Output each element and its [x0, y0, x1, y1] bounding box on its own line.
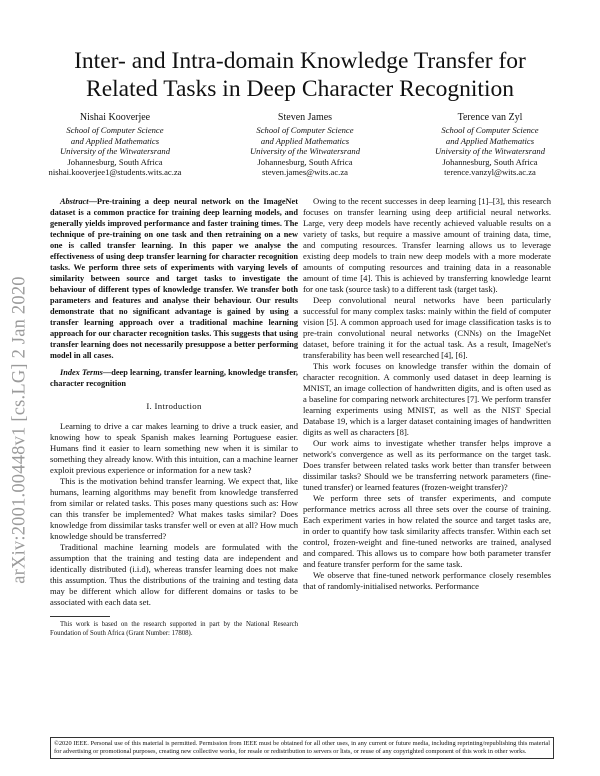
author-2 — [210, 112, 400, 178]
index-terms — [50, 367, 298, 389]
left-column — [50, 196, 298, 638]
author-school: School of Computer Science — [441, 125, 539, 135]
paragraph: We perform three sets of transfer experiments, and compute performance metrics across all three sets over the course of training. Each experiment varies in how related the source and target tasks are, in order to quantify how task similarity affects transfer. Within each set control, frozen-weight and fine-tuned networks are trained, analysed and compared. This allows us to compare how both parameter transfer and feature transfer perform for the same task. — [303, 493, 551, 569]
paragraph: Learning to drive a car makes learning to drive a truck easier, and knowing how to speak Spanish makes learning Portuguese easier. Humans find it easier to learn something new when it is similar to something they already know. With this intuition, can a machine learner exploit previous experience or information for a new task? — [50, 421, 298, 475]
author-3 — [395, 112, 585, 178]
paragraph: Our work aims to investigate whether transfer helps improve a network's convergence as well as its performance on the target task. Does transfer between related tasks work better than transfer between dissimilar tasks? Should we be transferring network parameters (fine-tuned transfer) or learned features (frozen-weight transfer)? — [303, 438, 551, 492]
author-university: University of the Witwatersrand — [434, 146, 546, 157]
author-name: Steven James — [277, 112, 333, 123]
copyright-notice: ©2020 IEEE. Personal use of this material is permitted. Permission from IEEE must be obtained for all other uses, in any current or future media, including reprinting/republishing this material for advertising or promotional purposes, creating new collective works, for resale or redistribution to servers or lists, or reuse of any copyrighted component of this work in other works. — [50, 737, 554, 759]
section-heading: I. Introduction — [146, 401, 202, 411]
author-city: Johannesburg, South Africa — [67, 156, 163, 167]
author-city: Johannesburg, South Africa — [442, 156, 538, 167]
paragraph: Traditional machine learning models are formulated with the assumption that the training and testing data are independent and identically distributed (i.i.d), whereas transfer learning does not make this assumption. Thus the distributions of the training and testing data may be different which allow for different domains or tasks to be associated with each data set. — [50, 542, 298, 607]
author-dept: and Applied Mathematics — [260, 135, 350, 146]
paragraph: Owing to the recent successes in deep learning [1]–[3], this research focuses on transfer learning using deep artificial neural networks. Large, very deep models have recently achieved valuable results on a variety of tasks, but require a massive amount of training data, time, and computing resources. Transfer learning allows us to leverage existing deep models to train new deep models with a more moderate amounts of computing resources and training data in a reasonable amount of time [4]. This is achieved by transferring knowledge learnt for one task (source task) to a different task (target task). — [303, 196, 551, 294]
author-email[interactable]: nishai.kooverjee1@students.wits.ac.za — [48, 167, 182, 178]
author-university: University of the Witwatersrand — [249, 146, 361, 157]
abstract-text: —Pre-training a deep neural network on the ImageNet dataset is a common practice for training deep learning models, and generally yields improved performance and faster training times. The technique of pre-training on one task and then retraining on a new one is called transfer learning. In this paper we analyse the effectiveness of using deep transfer learning for character recognition tasks. We perform three sets of experiments with varying levels of similarity between source and target tasks to investigate the behaviour of different types of knowledge transfer. We transfer both parameters and features and analyse their behaviour. Our results demonstrate that no significant advantage is gained by using a transfer learning approach over a traditional machine learning approach for our character recognition tasks. This suggests that using transfer learning does not necessarily presuppose a better performing model in all cases. — [50, 197, 298, 360]
right-column — [303, 196, 551, 592]
paragraph: This is the motivation behind transfer learning. We expect that, like humans, learning algorithms may benefit from knowledge transferred from similar or related tasks. This poses many questions such as: How can this transfer be implemented? What makes tasks similar? Does knowledge from dissimilar tasks transfer well or even at all? How much knowledge should be transferred? — [50, 476, 298, 541]
abstract — [50, 196, 298, 361]
arxiv-stamp — [0, 200, 40, 660]
paragraph: Deep convolutional neural networks have been particularly successful for many complex tasks: mainly within the field of computer vision [5]. A common approach used for image classification tasks is to pre-train convolutional neural networks (CNNs) on the ImageNet dataset, before training it for the actual task. As a result, ImageNet's transferability has been well researched [4], [6]. — [303, 295, 551, 360]
author-school: School of Computer Science — [66, 125, 164, 135]
paragraph: We observe that fine-tuned network performance closely resembles that of randomly-initialised networks. Performance — [303, 570, 551, 591]
paragraph: This work focuses on knowledge transfer within the domain of character recognition. A commonly used dataset in deep learning is MNIST, an image collection of handwritten digits, and is often used as a baseline for comparing network architectures [7]. We perform transfer learning experiments using MNIST, as well as the NIST Special Database 19, which is a larger dataset containing images of handwritten digits as well as characters [8]. — [303, 361, 551, 437]
paper-title: Inter- and Intra-domain Knowledge Transfer for Related Tasks in Deep Character Recognition — [74, 48, 526, 102]
index-terms-label: Index Terms — [60, 368, 103, 377]
author-email[interactable]: terence.vanzyl@wits.ac.za — [444, 167, 536, 178]
author-city: Johannesburg, South Africa — [257, 156, 353, 167]
abstract-label: Abstract — [60, 197, 89, 206]
author-email[interactable]: steven.james@wits.ac.za — [262, 167, 348, 178]
author-university: University of the Witwatersrand — [59, 146, 171, 157]
author-dept: and Applied Mathematics — [445, 135, 535, 146]
author-name: Nishai Kooverjee — [79, 112, 151, 123]
author-name: Terence van Zyl — [457, 112, 523, 123]
footnote-text: This work is based on the research supported in part by the National Research Foundation of South Africa (Grant Number: 17808). — [50, 621, 298, 637]
footnote — [50, 621, 298, 638]
author-school: School of Computer Science — [256, 125, 354, 135]
index-terms-text: —deep learning, transfer learning, knowledge transfer, character recognition — [50, 368, 299, 388]
author-dept: and Applied Mathematics — [70, 135, 160, 146]
footnote-divider — [50, 616, 110, 617]
author-1 — [20, 112, 210, 178]
arxiv-id: arXiv:2001.00448v1 [cs.LG] 2 Jan 2020 — [9, 276, 30, 584]
